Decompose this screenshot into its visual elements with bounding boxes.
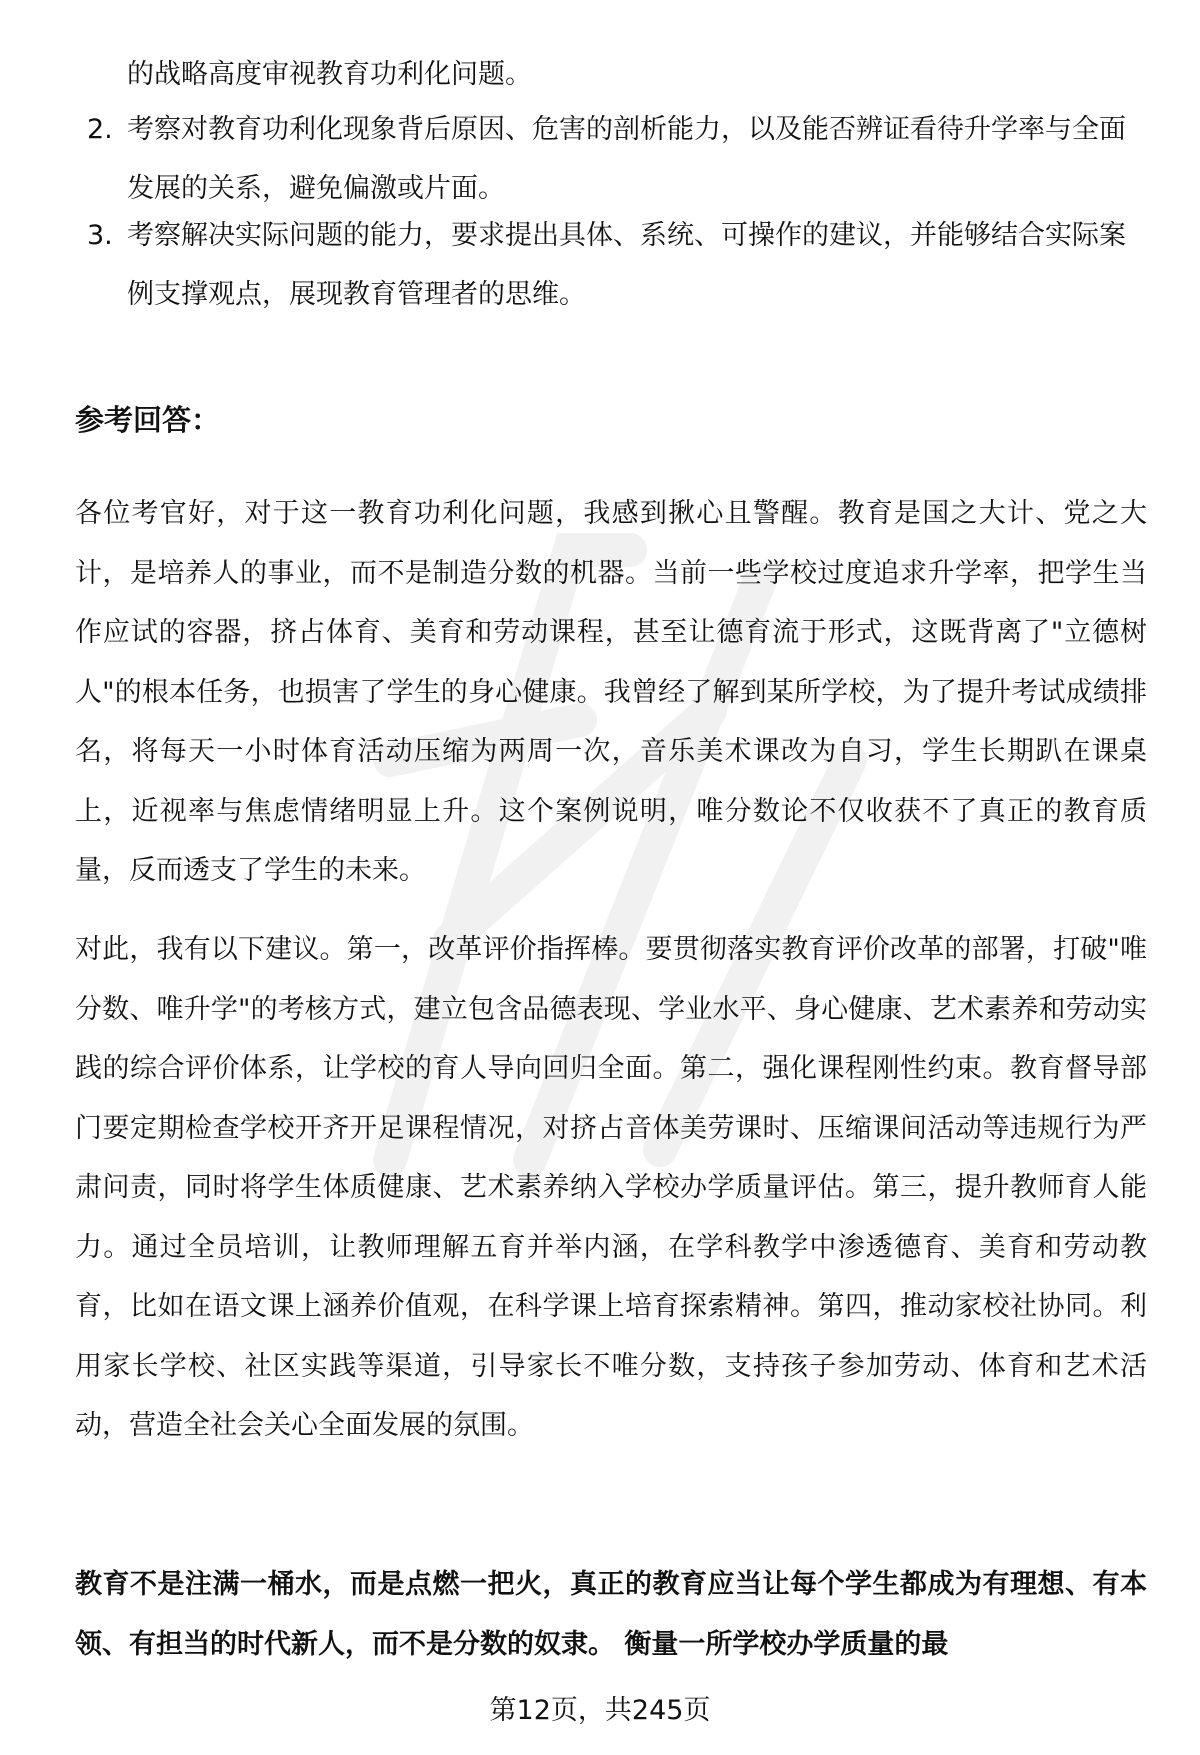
list-continuation: 的战略高度审视教育功利化问题。 [127, 59, 532, 90]
list-item-text: 考察解决实际问题的能力，要求提出具体、系统、可操作的建议，并能够结合实际案例支撑观点，展现教育管理者的思维。 [127, 220, 1126, 310]
paragraph-suggestions: 对此，我有以下建议。第一，改革评价指挥棒。要贯彻落实教育评价改革的部署，打破"唯分数、唯升学"的考核方式，建立包含品德表现、学业水平、身心健康、艺术素养和劳动实践的综合评价体系，让学校的育人导向回归全面。第二，强化课程刚性约束。教育督导部门要定期检查学校开齐开足课程情况，对挤占音体美劳课时、压缩课间活动等违规行为严肃问责，同时将学生体质健康、艺术素养纳入学校办学质量评估。第三，提升教师育人能力。通过全员培训，让教师理解五育并举内涵，在学科教学中渗透德育、美育和劳动教育，比如在语文课上涵养价值观，在科学课上培育探索精神。第四，推动家校社协同。利用家长学校、社区实践等渠道，引导家长不唯分数，支持孩子参加劳动、体育和艺术活动，营造全社会关心全面发展的氛围。 [75, 934, 1147, 1441]
section-heading: 参考回答： [75, 403, 221, 437]
list-item [75, 100, 1145, 218]
page-footer: 第12页，共245页 [489, 1695, 711, 1726]
list-item-text: 考察对教育功利化现象背后原因、危害的剖析能力，以及能否辨证看待升学率与全面发展的关系，避免偏激或片面。 [127, 114, 1126, 204]
list-item-number: 2. [87, 114, 113, 145]
list-item [75, 206, 1145, 324]
paragraph-conclusion: 教育不是注满一桶水，而是点燃一把火，真正的教育应当让每个学生都成为有理想、有本领、有担当的时代新人，而不是分数的奴隶。 衡量一所学校办学质量的最 [75, 1569, 1147, 1660]
list-item-number: 3. [87, 220, 113, 251]
paragraph-opening: 各位考官好，对于这一教育功利化问题，我感到揪心且警醒。教育是国之大计、党之大计，是培养人的事业，而不是制造分数的机器。当前一些学校过度追求升学率，把学生当作应试的容器，挤占体育、美育和劳动课程，甚至让德育流于形式，这既背离了"立德树人"的根本任务，也损害了学生的身心健康。我曾经了解到某所学校，为了提升考试成绩排名，将每天一小时体育活动压缩为两周一次，音乐美术课改为自习，学生长期趴在课桌上，近视率与焦虑情绪明显上升。这个案例说明，唯分数论不仅收获不了真正的教育质量，反而透支了学生的未来。 [75, 498, 1147, 886]
